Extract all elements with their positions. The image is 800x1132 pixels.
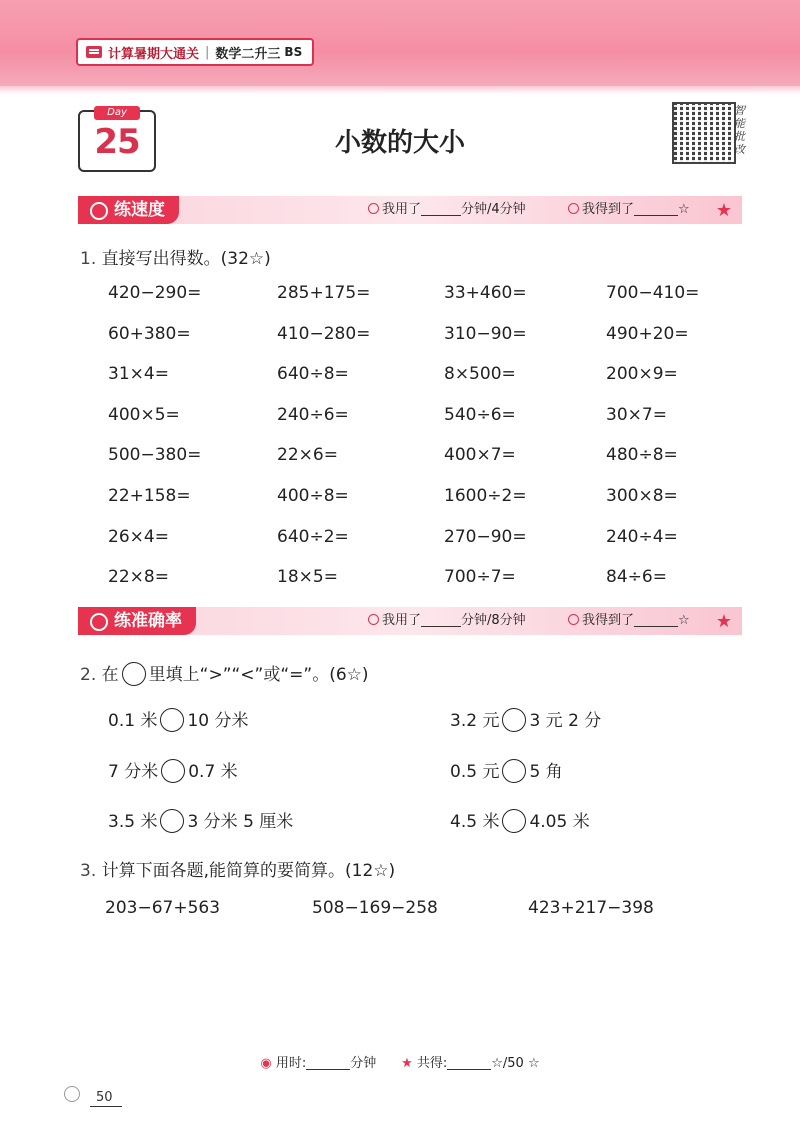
timer-icon: ◉ [260,1056,272,1071]
series-title: 计算暑期大通关 [108,46,200,62]
section-accuracy-text: 练准确率 [114,611,182,631]
check-icon [568,203,579,214]
question-1-number: 1. [80,249,97,269]
time-blank-2[interactable] [421,612,461,627]
section-speed-text: 练速度 [114,200,165,220]
page-number: 50 [96,1090,113,1105]
footer-summary [0,1052,800,1071]
question-1-text: 直接写出得数。(32☆) [101,249,271,269]
answer-circle[interactable] [502,809,526,833]
answer-circle[interactable] [161,759,185,783]
calc-item: 240÷6= [277,404,349,425]
footer-star: ☆ [527,1056,540,1071]
comparison-right: 0.7 米 [188,762,238,782]
comparison-item [450,807,590,833]
answer-circle[interactable] [160,809,184,833]
comparison-left: 3.2 元 [450,711,500,731]
comparison-right: 4.05 米 [529,812,590,832]
calc-item: 640÷8= [277,364,349,385]
calc-item: 200×9= [606,364,678,385]
series-header [76,38,314,66]
score-blank-2[interactable] [634,612,678,627]
section-accuracy [78,607,742,635]
sun-icon [64,1086,80,1102]
comparison-item [108,757,238,783]
calc-item: 640÷2= [277,526,349,547]
star-icon: ★ [715,200,732,221]
footer-time-label: 用时: [275,1056,307,1071]
star-icon: ★ [715,611,732,632]
comparison-item [108,807,293,833]
comparison-right: 3 分米 5 厘米 [187,812,294,832]
clock-icon [368,614,379,625]
comparison-left: 7 分米 [108,762,159,782]
expression-item: 423+217−398 [528,898,654,918]
target-icon [90,613,108,631]
day-label: Day [94,106,140,120]
edition-label: BS [284,45,303,59]
calc-item: 84÷6= [606,567,667,588]
calc-item: 8×500= [444,364,516,385]
page-number-underline [90,1106,122,1107]
time-used-2: 我用了 分钟/8分钟 [368,607,526,635]
calc-item: 18×5= [277,567,338,588]
question-1-title [80,244,271,269]
footer-total-unit: ☆/50 [491,1056,524,1071]
comparison-left: 0.5 元 [450,762,500,782]
section-speed-label [78,196,179,224]
calc-item: 410−280= [277,323,371,344]
calc-item: 400÷8= [277,486,349,506]
question-2-text-before: 在 [101,665,119,685]
time-used: 我用了 分钟/4分钟 [368,196,526,224]
question-2-number: 2. [80,665,97,685]
comparison-right: 10 分米 [187,711,249,731]
answer-circle[interactable] [160,708,184,732]
calc-item: 30×7= [606,404,667,425]
calc-item: 700÷7= [444,567,516,588]
question-3-text: 计算下面各题,能简算的要简算。(12☆) [101,861,396,881]
top-banner-shade [0,86,800,94]
calc-item: 400×5= [108,404,180,425]
comparison-item [450,706,601,732]
question-2-title [80,660,369,686]
time-blank[interactable] [421,201,461,216]
calc-item: 26×4= [108,526,169,547]
page-title: 小数的大小 [334,128,465,158]
check-icon [568,614,579,625]
calc-item: 480÷8= [606,445,678,466]
qr-code-icon[interactable] [672,102,736,164]
calc-item: 400×7= [444,445,516,466]
calc-item: 22×6= [277,445,338,466]
footer-total-blank[interactable] [447,1055,491,1070]
qr-caption: 智能批改 [734,104,745,156]
calc-item: 490+20= [606,323,689,344]
subject-title: 数学二升三 [215,46,281,62]
score-got: 我得到了 ☆ [568,196,690,224]
day-number: 25 [94,122,140,162]
star-icon: ★ [401,1056,413,1071]
book-icon [86,46,102,58]
clock-icon [368,203,379,214]
calc-item: 1600÷2= [444,486,527,506]
comparison-item [108,706,249,732]
comparison-item [450,757,563,783]
header-separator: | [205,44,210,60]
calc-item: 540÷6= [444,404,516,425]
calc-item: 300×8= [606,486,678,506]
score-got-2: 我得到了 ☆ [568,607,690,635]
answer-circle[interactable] [502,708,526,732]
calc-item: 60+380= [108,323,191,344]
section-speed [78,196,742,224]
calc-item: 31×4= [108,364,169,385]
calc-item: 285+175= [277,283,371,303]
calc-item: 310−90= [444,323,527,344]
circle-placeholder-icon [122,662,146,686]
comparison-right: 3 元 2 分 [529,711,602,731]
expression-item: 203−67+563 [105,898,221,918]
question-3-title [80,856,395,881]
section-accuracy-label [78,607,196,635]
calc-item: 240÷4= [606,526,678,547]
calc-item: 500−380= [108,445,202,466]
calc-item: 420−290= [108,283,202,303]
calc-item: 700−410= [606,283,700,303]
expression-item: 508−169−258 [312,898,438,918]
footer-time-blank[interactable] [306,1055,350,1070]
stopwatch-icon [90,202,108,220]
comparison-left: 4.5 米 [450,812,500,832]
footer-total-label: 共得: [416,1056,448,1071]
question-2-text-after: 里填上“>”“<”或“=”。(6☆) [148,665,369,685]
score-blank[interactable] [634,201,678,216]
comparison-left: 3.5 米 [108,812,158,832]
comparison-right: 5 角 [529,762,563,782]
calc-item: 22×8= [108,567,169,588]
calc-item: 22+158= [108,486,191,506]
footer-time-unit: 分钟 [350,1056,377,1071]
calc-item: 33+460= [444,283,527,303]
question-3-number: 3. [80,861,97,881]
answer-circle[interactable] [502,759,526,783]
calc-item: 270−90= [444,526,527,547]
comparison-left: 0.1 米 [108,711,158,731]
